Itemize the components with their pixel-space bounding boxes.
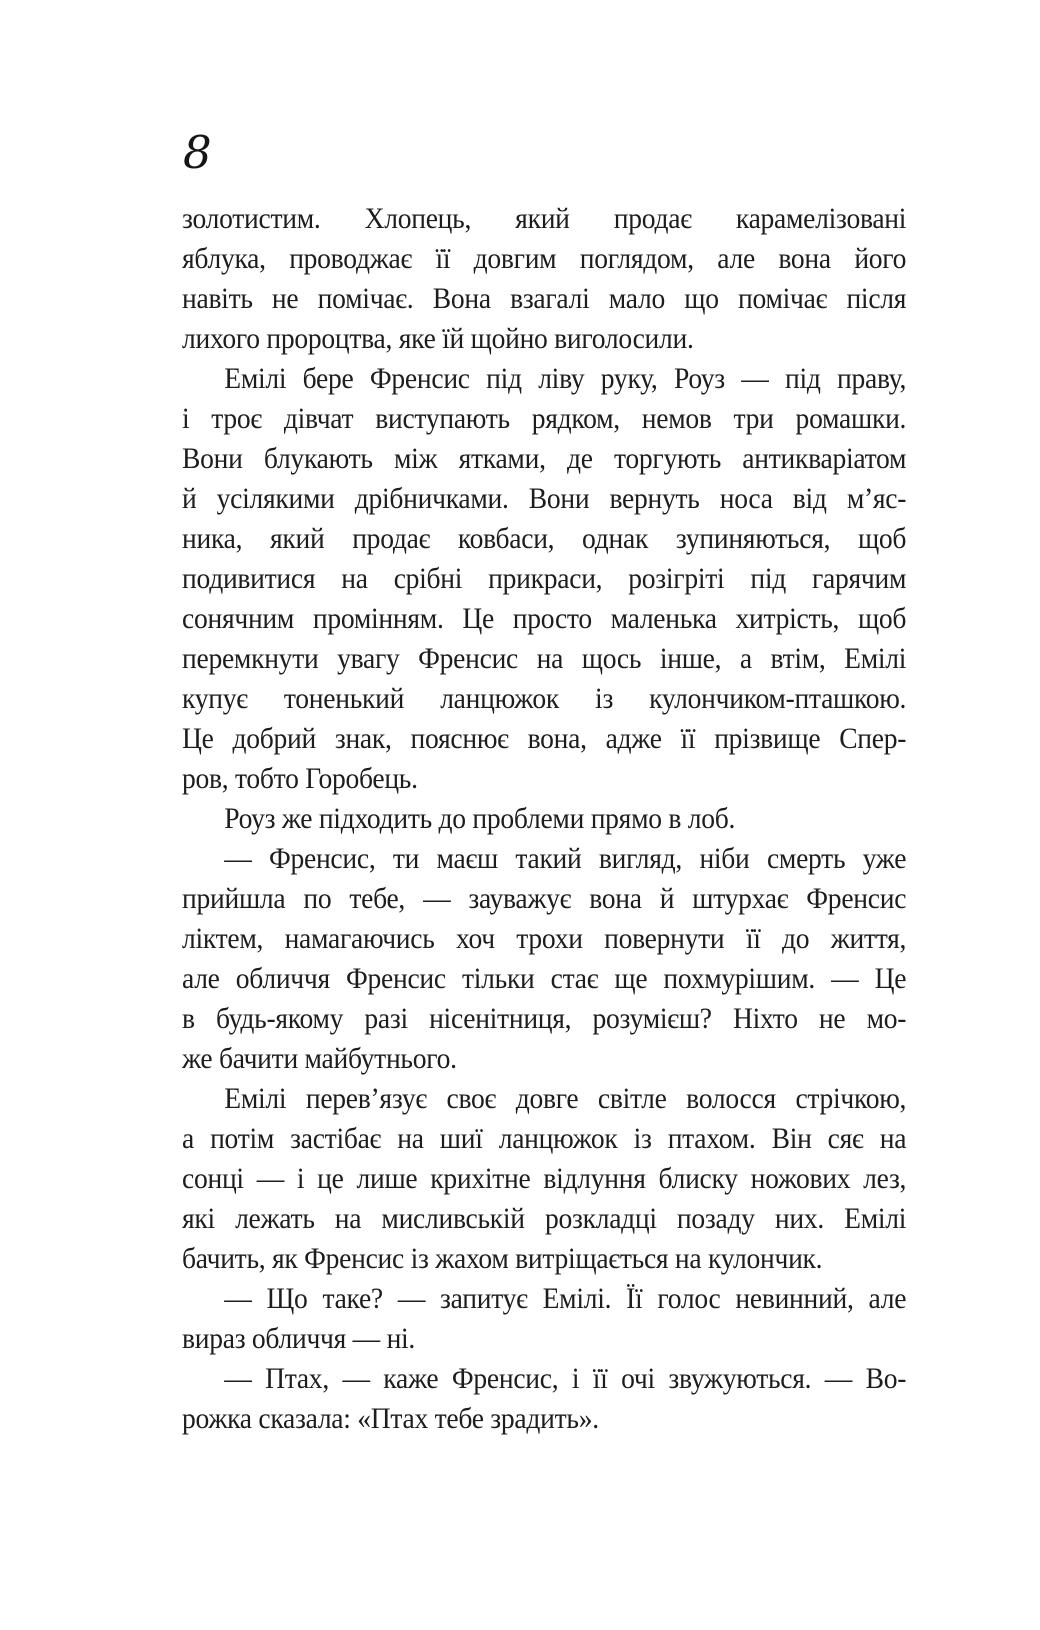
paragraph bbox=[182, 359, 906, 799]
text-line: — Френсис, ти маєш такий вигляд, ніби смерть уже bbox=[224, 842, 907, 875]
text-line: купує тоненький ланцюжок із кулончиком-пташкою. bbox=[182, 682, 907, 715]
text-line: подивитися на срібні прикраси, розігріті під гарячим bbox=[182, 562, 907, 595]
text-line: Це добрий знак, пояснює вона, адже її прізвище Спер- bbox=[182, 722, 907, 755]
text-line: а потім застібає на шиї ланцюжок із птахом. Він сяє на bbox=[182, 1122, 907, 1155]
text-line: рожка сказала: «Птах тебе зрадить». bbox=[182, 1402, 599, 1435]
paragraph bbox=[182, 1079, 906, 1279]
page-number: 8 bbox=[183, 126, 212, 179]
text-line: прийшла по тебе, — зауважує вона й штурхає Френсис bbox=[182, 882, 907, 915]
text-line: в будь-якому разі нісенітниця, розумієш? Ніхто не мо- bbox=[182, 1002, 907, 1035]
text-line: сонці — і це лише крихітне відлуння блиску ножових лез, bbox=[182, 1162, 907, 1195]
paragraph bbox=[182, 199, 906, 359]
text-line: ров, тобто Горобець. bbox=[182, 762, 418, 795]
text-line: бачить, як Френсис із жахом витріщається на кулончик. bbox=[182, 1242, 823, 1275]
text-line: лихого пророцтва, яке їй щойно виголосили. bbox=[182, 322, 694, 355]
text-line: Емілі перев’язує своє довге світле волосся стрічкою, bbox=[224, 1082, 907, 1115]
text-line: — Що таке? — запитує Емілі. Її голос невинний, але bbox=[224, 1282, 907, 1315]
text-line: ліктем, намагаючись хоч трохи повернути її до життя, bbox=[182, 922, 907, 955]
text-line: які лежать на мисливській розкладці позаду них. Емілі bbox=[182, 1202, 907, 1235]
text-line: й усілякими дрібничками. Вони вернуть носа від м’яс- bbox=[182, 482, 907, 515]
text-line: Емілі бере Френсис під ліву руку, Роуз — під праву, bbox=[224, 362, 907, 395]
text-line: — Птах, — каже Френсис, і її очі звужуються. — Во- bbox=[224, 1362, 907, 1395]
text-line: сонячним промінням. Це просто маленька хитрість, щоб bbox=[182, 602, 907, 635]
text-line: але обличчя Френсис тільки стає ще похмурішим. — Це bbox=[182, 962, 907, 995]
text-line: перемкнути увагу Френсис на щось інше, а втім, Емілі bbox=[182, 642, 907, 675]
text-line: і троє дівчат виступають рядком, немов три ромашки. bbox=[182, 402, 907, 435]
text-line: ника, який продає ковбаси, однак зупиняються, щоб bbox=[182, 522, 907, 555]
text-line: яблука, проводжає її довгим поглядом, але вона його bbox=[182, 242, 907, 275]
paragraph bbox=[182, 1359, 906, 1439]
text-line: же бачити майбутнього. bbox=[182, 1042, 457, 1075]
text-line: вираз обличчя — ні. bbox=[182, 1322, 416, 1355]
text-line: Роуз же підходить до проблеми прямо в лоб. bbox=[224, 802, 736, 835]
paragraph bbox=[182, 1279, 906, 1359]
page-body-text bbox=[182, 199, 906, 1439]
text-line: золотистим. Хлопець, який продає карамелізовані bbox=[182, 202, 907, 235]
paragraph bbox=[182, 839, 906, 1079]
text-line: навіть не помічає. Вона взагалі мало що помічає після bbox=[182, 282, 907, 315]
paragraph bbox=[182, 799, 906, 839]
text-line: Вони блукають між ятками, де торгують антикваріатом bbox=[182, 442, 907, 475]
